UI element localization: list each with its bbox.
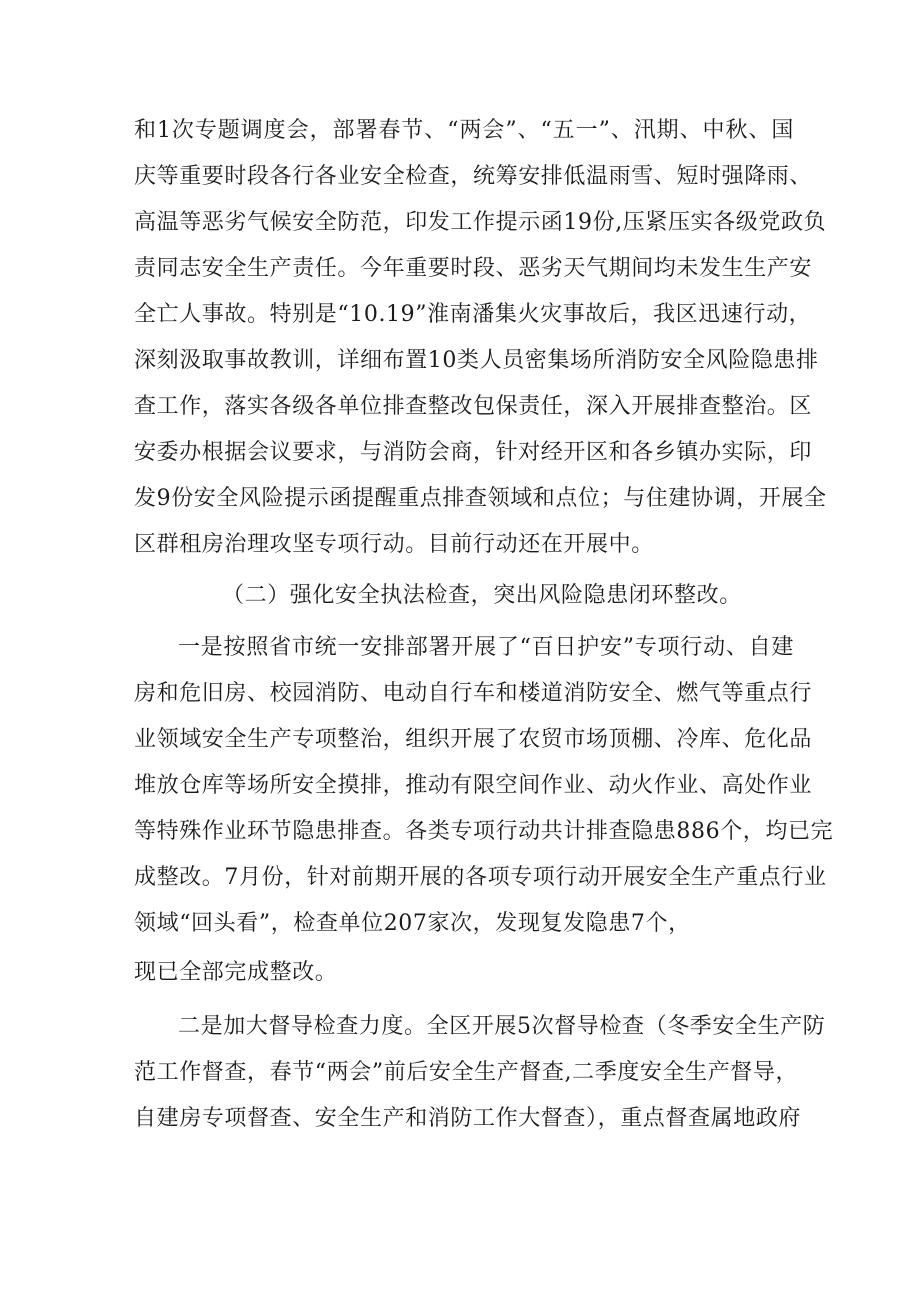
paragraph-first-line: 二是加大督导检查力度。全区开展5次督导检查（冬季安全生产防 — [178, 1014, 826, 1039]
body-text-line: 和1次专题调度会，部署春节、“两会”、“五一”、汛期、中秋、国 — [134, 118, 794, 143]
body-text-line: 房和危旧房、校园消防、电动自行车和楼道消防安全、燃气等重点行 — [134, 681, 813, 706]
body-text-line: 庆等重要时段各行各业安全检查，统筹安排低温雨雪、短时强降雨、 — [134, 164, 813, 189]
body-text-line: 自建房专项督查、安全生产和消防工作大督查），重点督查属地政府 — [134, 1106, 802, 1131]
body-text-line: 深刻汲取事故教训，详细布置10类人员密集场所消防安全风险隐患排 — [134, 348, 819, 373]
paragraph-first-line: 一是按照省市统一安排部署开展了“百日护安”专项行动、自建 — [178, 635, 794, 660]
body-text-line: 业领域安全生产专项整治，组织开展了农贸市场顶棚、冷库、危化品 — [134, 727, 813, 752]
section-heading: （二）强化安全执法检查，突出风险隐患闭环整改。 — [222, 583, 742, 608]
body-text-line: 全亡人事故。特别是“10.19”淮南潘集火灾事故后，我区迅速行动， — [134, 302, 812, 327]
body-text-line: 责同志安全生产责任。今年重要时段、恶劣天气期间均未发生生产安 — [134, 256, 813, 281]
body-text-line: 发9份安全风险提示函提醒重点排查领域和点位；与住建协调，开展全 — [134, 486, 827, 511]
body-text-line: 领域“回头看”，检查单位207家次，发现复发隐患7个， — [134, 911, 691, 936]
body-text-line: 查工作，落实各级各单位排查整改包保责任，深入开展排查整治。区 — [134, 394, 813, 419]
body-text-line: 等特殊作业环节隐患排查。各类专项行动共计排查隐患886个，均已完 — [134, 819, 834, 844]
body-text-line: 现已全部完成整改。 — [134, 960, 338, 985]
body-text-line: 堆放仓库等场所安全摸排，推动有限空间作业、动火作业、高处作业 — [134, 773, 813, 798]
body-text-line: 安委办根据会议要求，与消防会商，针对经开区和各乡镇办实际，印 — [134, 440, 813, 465]
body-text-line: 高温等恶劣气候安全防范，印发工作提示函19份,压紧压实各级党政负 — [134, 210, 827, 235]
body-text-line: 范工作督查，春节“两会”前后安全生产督查,二季度安全生产督导， — [134, 1060, 799, 1085]
body-text-line: 区群租房治理攻坚专项行动。目前行动还在开展中。 — [134, 532, 654, 557]
body-text-line: 成整改。7月份，针对前期开展的各项专项行动开展安全生产重点行业 — [134, 865, 827, 890]
